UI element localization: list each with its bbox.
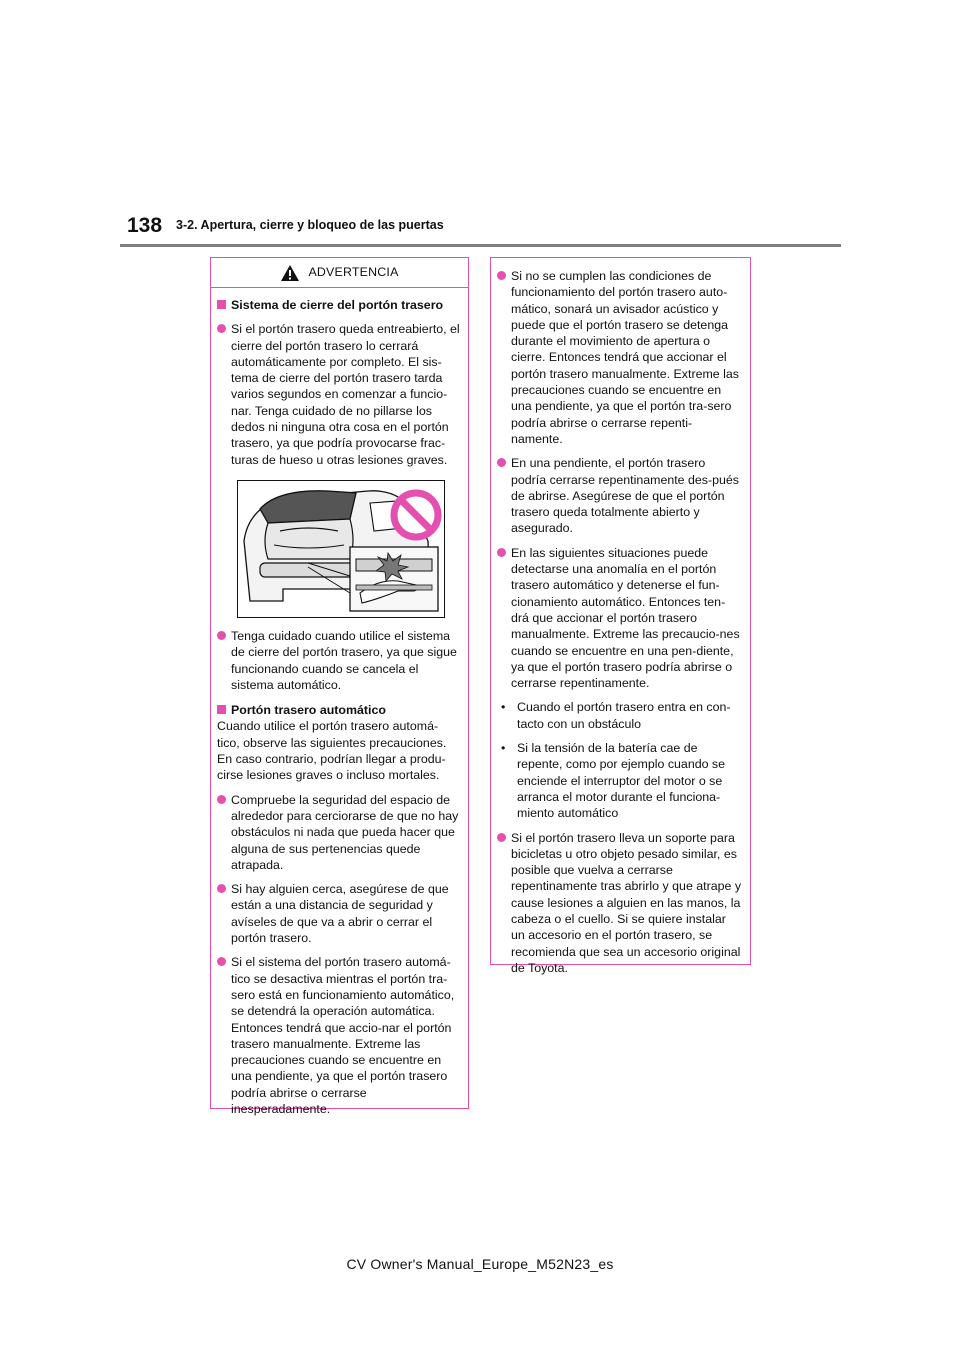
square-bullet-icon	[217, 300, 226, 309]
section-title: 3-2. Apertura, cierre y bloqueo de las puertas	[176, 218, 444, 232]
warning-box-left	[210, 257, 469, 1116]
bullet-item: Si el portón trasero queda entreabierto, el cierre del portón trasero lo cerrará automáticamente por completo. El sis-tema de cierre del portón trasero tarda varios segundos en comenzar a funcio-nar. Tenga cuidado de no pillarse los dedos ni ninguna otra cosa en el portón trasero, ya que podría provocarse frac-turas de hueso u otras lesiones graves.	[217, 321, 460, 468]
heading-power-back-door: Portón trasero automático	[217, 702, 460, 718]
bullet-item: Si el portón trasero lleva un soporte para bicicletas u otro objeto pesado similar, es posible que vuelva a cerrarse repentinamente tras abrirlo y que atrape y cause lesiones a alguien en las manos, la cabeza o el cuello. Si se quiere instalar un accesorio en el portón trasero, se recomienda que sea un accesorio original de Toyota.	[497, 830, 742, 977]
heading-tailgate-closer: Sistema de cierre del portón trasero	[217, 297, 460, 313]
bullet-item: En una pendiente, el portón trasero podría cerrarse repentinamente des-pués de abrirse. Asegúrese de que el portón trasero queda totalmente abierto y asegurado.	[497, 455, 742, 536]
circle-bullet-icon	[497, 833, 506, 842]
footer-manual-name: CV Owner's Manual_Europe_M52N23_es	[346, 1256, 614, 1272]
header-rule	[120, 244, 841, 247]
warning-triangle-icon	[280, 264, 300, 282]
bullet-item: Si no se cumplen las condiciones de funcionamiento del portón trasero auto-mático, sonará un avisador acústico y puede que el portón trasero se detenga durante el movimiento de apertura o cierre. Entonces tendrá que accionar el portón trasero manualmente. Extreme las precauciones cuando se encuentre en una pendiente, ya que el portón tra-sero podría abrirse o cerrarse repenti-namente.	[497, 268, 742, 447]
sub-bullet-mark: •	[501, 700, 506, 715]
circle-bullet-icon	[497, 271, 506, 280]
bullet-item: Si hay alguien cerca, asegúrese de que están a una distancia de seguridad y avíseles de que va a abrir o cerrar el portón trasero.	[217, 881, 460, 946]
warning-label: ADVERTENCIA	[308, 265, 399, 280]
circle-bullet-icon	[217, 324, 226, 333]
bullet-item: Si el sistema del portón trasero automá-tico se desactiva mientras el portón tra-sero está en funcionamiento automático, se detendrá la operación automática. Entonces tendrá que accio-nar el portón trasero manualmente. Extreme las precauciones cuando se encuentre en una pendiente, ya que el portón trasero podría abrirse o cerrarse inesperadamente.	[217, 954, 460, 1117]
warning-header	[211, 258, 468, 288]
warning-box-right	[490, 257, 751, 975]
page-number: 138	[127, 214, 163, 237]
sub-bullet-item: • Si la tensión de la batería cae de repente, como por ejemplo cuando se enciende el interruptor del motor o se arranca el motor durante el funciona-miento automático	[501, 741, 726, 821]
intro-paragraph: Cuando utilice el portón trasero automá-tico, observe las siguientes precauciones. En caso contrario, podrían llegar a produ-cirse lesiones graves o incluso mortales.	[217, 719, 447, 783]
circle-bullet-icon	[217, 631, 226, 640]
sub-bullet-mark: •	[501, 741, 506, 756]
square-bullet-icon	[217, 705, 226, 714]
circle-bullet-icon	[497, 458, 506, 467]
bullet-item: Compruebe la seguridad del espacio de alrededor para cerciorarse de que no hay obstáculos ni nada que pueda hacer que alguna de sus pertenencias quede atrapada.	[217, 792, 460, 873]
tailgate-illustration	[237, 480, 445, 618]
bullet-item: Tenga cuidado cuando utilice el sistema de cierre del portón trasero, ya que sigue funcionando cuando se cancela el sistema automático.	[217, 628, 460, 693]
circle-bullet-icon	[217, 957, 226, 966]
circle-bullet-icon	[497, 548, 506, 557]
circle-bullet-icon	[217, 795, 226, 804]
tailgate-pinch-illustration	[238, 481, 444, 617]
sub-bullet-item: • Cuando el portón trasero entra en con-tacto con un obstáculo	[501, 700, 731, 731]
bullet-item: En las siguientes situaciones puede detectarse una anomalía en el portón trasero automático y detenerse el fun-cionamiento automático. Entonces ten-drá que accionar el portón trasero manualmente. Extreme las precaucio-nes cuando se encuentre en una pen-diente, ya que el portón trasero podría abrirse o cerrarse repentinamente.	[497, 545, 742, 692]
circle-bullet-icon	[217, 884, 226, 893]
